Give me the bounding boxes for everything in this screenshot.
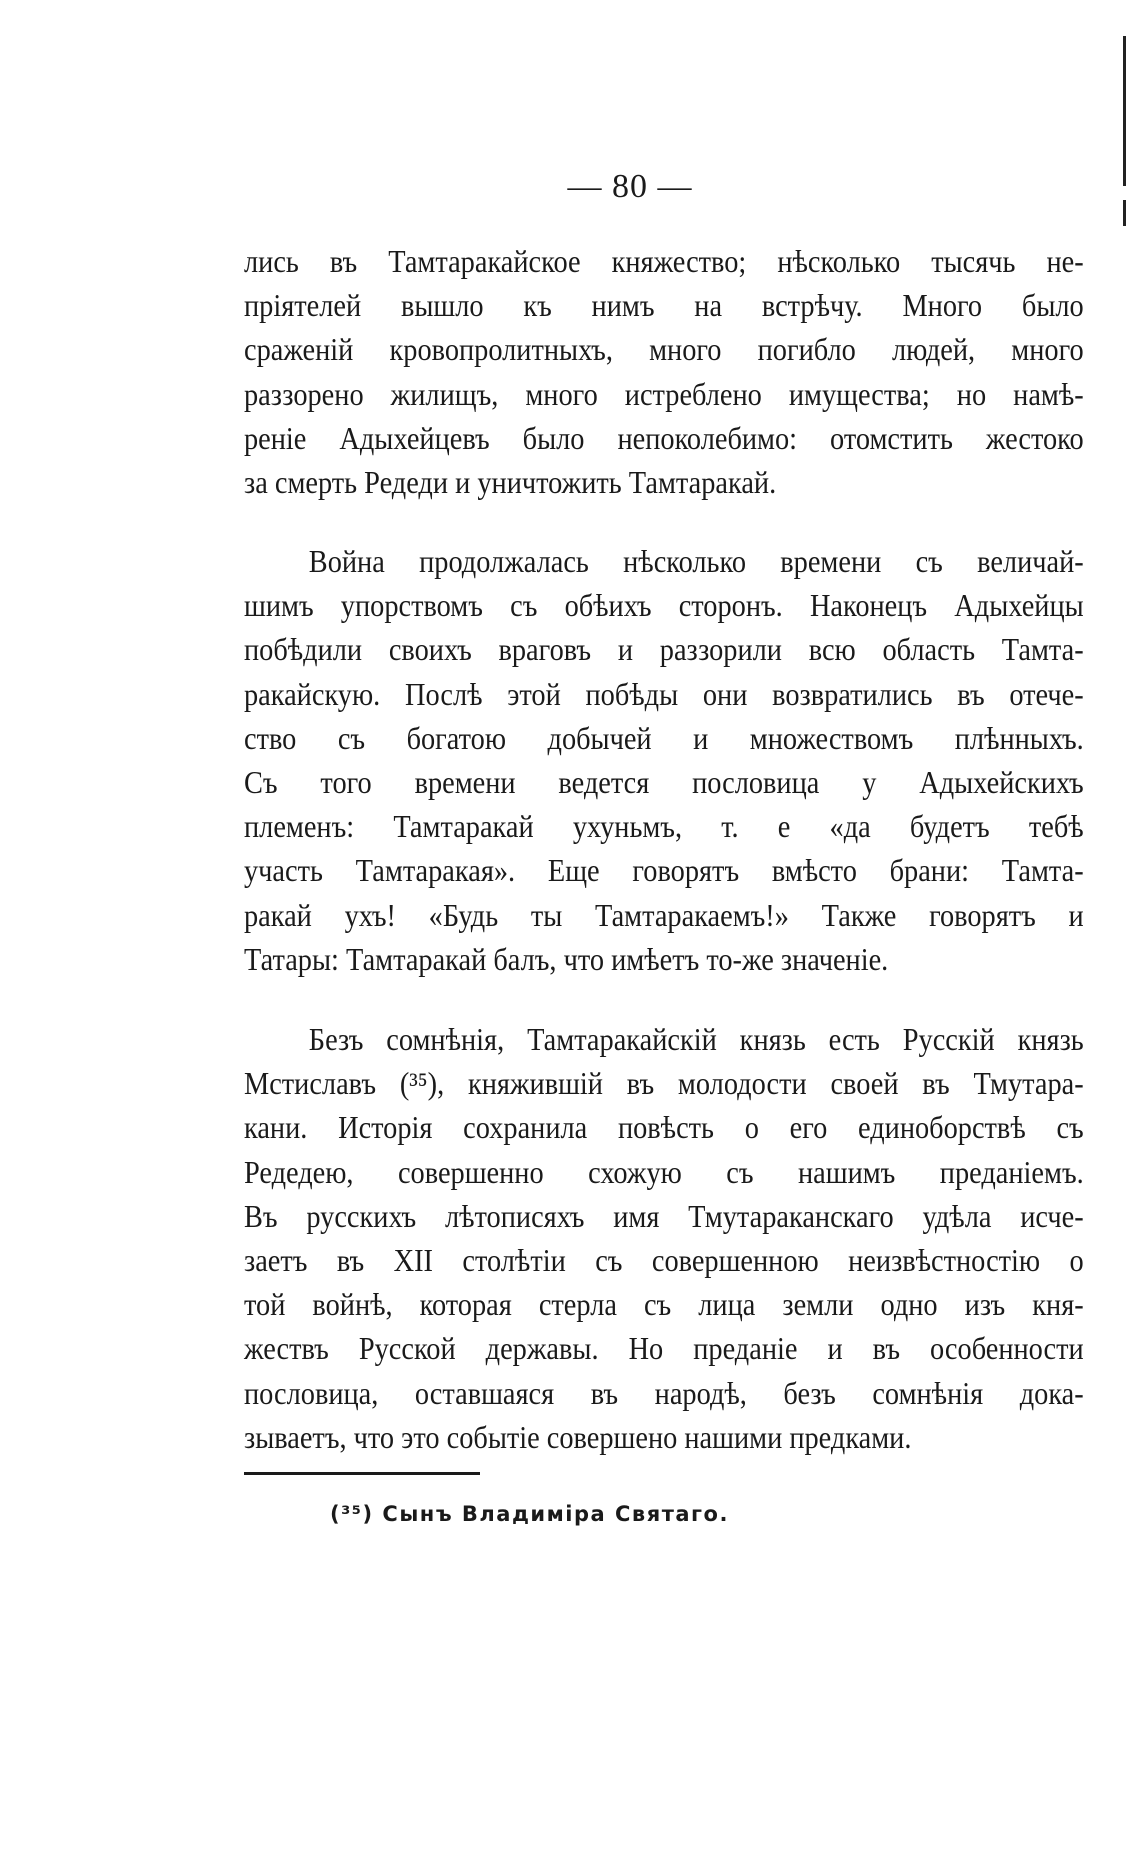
- text-line: пословица, оставшаяся въ народѣ, безъ сомнѣнія дока-: [244, 1375, 1084, 1411]
- text-line: Безъ сомнѣнія, Тамтаракайскій князь есть Русскій князь: [308, 1022, 1084, 1057]
- text-line: жествъ Русской державы. Но преданіе и въ особенности: [244, 1331, 1084, 1367]
- paragraph-3: [244, 1018, 1084, 1460]
- text-line: раззорено жилищъ, много истреблено имущества; но намѣ-: [244, 376, 1084, 412]
- text-line: участь Тамтаракая». Еще говорятъ вмѣсто брани: Тамта-: [244, 853, 1084, 889]
- text-line: Мстиславъ (³⁵), княжившій въ молодости своей въ Тмутара-: [244, 1066, 1084, 1102]
- text-line: побѣдили своихъ враговъ и раззорили всю область Тамта-: [244, 632, 1084, 668]
- footnote-divider: [244, 1472, 480, 1475]
- text-line: кани. Исторія сохранила повѣсть о его единоборствѣ съ: [244, 1110, 1084, 1146]
- text-line: шимъ упорствомъ съ обѣихъ сторонъ. Наконецъ Адыхейцы: [244, 588, 1084, 624]
- text-line: ство съ богатою добычей и множествомъ плѣнныхъ.: [244, 720, 1084, 756]
- text-line: ракайскую. Послѣ этой побѣды они возвратились въ отече-: [244, 676, 1084, 712]
- text-line: за смерть Редеди и уничтожить Тамтаракай.: [244, 465, 777, 501]
- text-line: сраженій кровопролитныхъ, много погибло людей, много: [244, 332, 1084, 368]
- scan-edge-mark: [1123, 36, 1126, 186]
- footnote: (³⁵) Сынъ Владиміра Святаго.: [330, 1502, 729, 1526]
- paragraph-2: [244, 540, 1084, 982]
- text-line: Война продолжалась нѣсколько времени съ величай-: [308, 544, 1084, 579]
- text-line: ракай ухъ! «Будь ты Тамтаракаемъ!» Также говорятъ и: [244, 897, 1084, 933]
- text-line: той войнѣ, которая стерла съ лица земли одно изъ кня-: [244, 1287, 1084, 1323]
- text-line: зываетъ, что это событіе совершено нашими предками.: [244, 1419, 912, 1455]
- text-line: Татары: Тамтаракай балъ, что имѣетъ то-же значеніе.: [244, 941, 889, 977]
- paragraph-1: [244, 240, 1084, 505]
- page-number: — 80 —: [567, 168, 693, 205]
- text-line: заетъ въ XII столѣтіи съ совершенною неизвѣстностію о: [244, 1243, 1084, 1279]
- text-line: пріятелей вышло къ нимъ на встрѣчу. Много было: [244, 288, 1084, 324]
- text-line: Съ того времени ведется пословица у Адыхейскихъ: [244, 765, 1084, 801]
- text-line: Редедею, совершенно схожую съ нашимъ преданіемъ.: [244, 1154, 1084, 1190]
- text-line: племенъ: Тамтаракай ухуньмъ, т. е «да будетъ тебѣ: [244, 809, 1084, 845]
- text-line: лись въ Тамтаракайское княжество; нѣсколько тысячь не-: [244, 244, 1084, 279]
- text-line: Въ русскихъ лѣтописяхъ имя Тмутараканскаго удѣла исче-: [244, 1198, 1084, 1234]
- text-line: реніе Адыхейцевъ было непоколебимо: отомстить жестоко: [244, 420, 1084, 456]
